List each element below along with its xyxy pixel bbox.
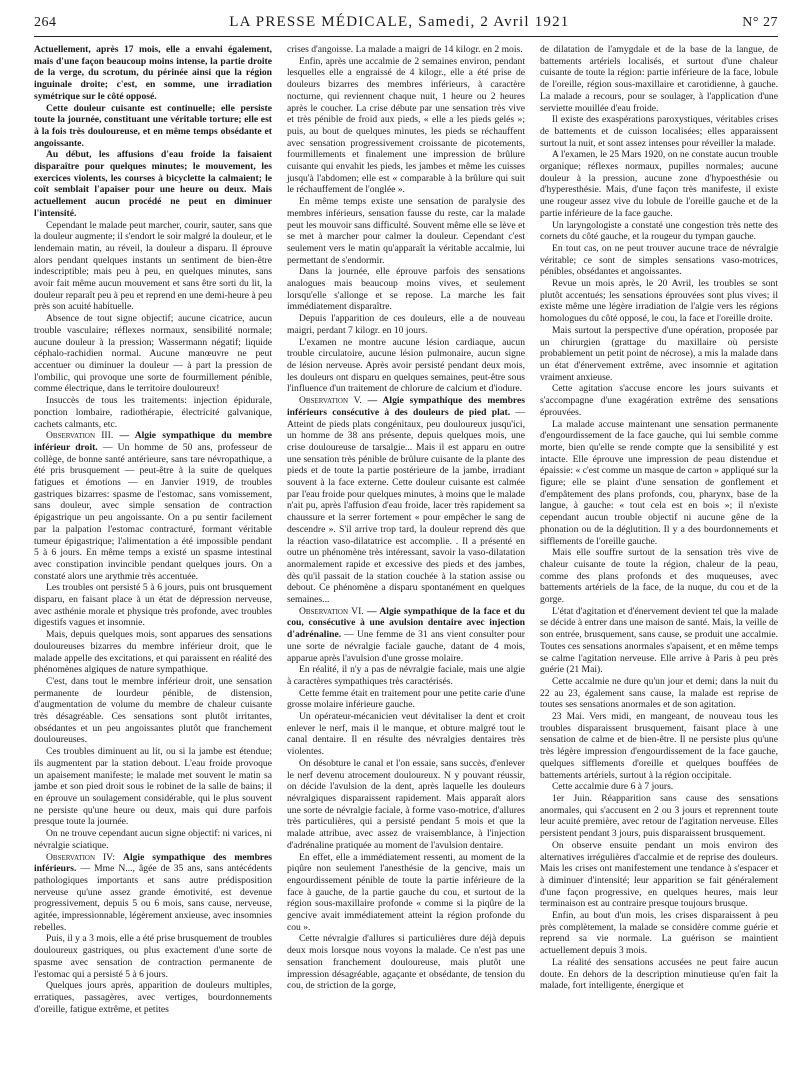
- paragraph-text: Insuccès de tous les traitements: injection épidurale, ponction lombaire, radiothérapie, électricité galvanique, cachets calmants, etc.: [34, 395, 272, 430]
- paragraph-text: L'état d'agitation et d'énervement devient tel que la malade se décide à entrer dans une maison de santé. Mais, la veille de son entrée, brusquement, sans cause, se produit une accalmie. Toutes ces sensations anormales s'apaisent, et en même temps se calme l'agitation nerveuse. Elle arrive à Paris à peu près guérie (21 Mai).: [540, 605, 778, 676]
- paragraph-text: Les troubles ont persisté 5 à 6 jours, puis ont brusquement disparu, en faisant place à un état de dépression nerveuse, avec asthénie morale et physique très profonde, avec troubles digestifs vagues et insomnie.: [34, 582, 272, 629]
- paragraph-text: 1er Juin. Réapparition sans cause des sensations anormales, qui s'accusent en 2 ou 3 jours et reprennent toute leur acuité première, avec retour de l'agitation nerveuse. Elles persistent pendant 3 jours, puis disparaissent brusquement.: [540, 793, 778, 840]
- paragraph: [540, 220, 778, 243]
- paragraph-text: Au début, les affusions d'eau froide la faisaient disparaître pour quelques minutes; le mouvement, les exercices violents, les courses à bicyclette la calmaient; le coït semblait l'apaiser pour une heure ou deux. Mais actuellement aucun procédé ne peut en diminuer l'intensité.: [34, 149, 272, 219]
- paragraph-text: Dans la journée, elle éprouve parfois des sensations analogues mais beaucoup moins vives, et seulement lorsqu'elle s'allonge et se repose. La marche les fait immédiatement disparaître.: [287, 266, 525, 313]
- paragraph-text: 23 Mai. Vers midi, en mangeant, de nouveau tous les troubles disparaissent brusquement, faisant place à une sensation de calme et de bien-être. Il ne persiste plus qu'une très légère impression d'engourdissement de la face gauche, quelques sifflements d'oreille et quelques bouffées de battements artériels, surtout à la région occipitale.: [540, 711, 778, 781]
- paragraph: [287, 395, 525, 606]
- observation-heading: Algie sympathique des membres inférieurs.: [34, 851, 272, 875]
- observation-label: Observation III.: [46, 430, 114, 442]
- paragraph-text: La malade accuse maintenant une sensation permanente d'engourdissement de la face gauche, qui lui semble comme morte, bien qu'elle se rende compte que la sensibilité y est intacte. Elle éprouve une impression de peau distendue et épaissie: « c'est comme un masque de carton » appliqué sur la figure; elle se plaint d'une sensation de gonflement et d'empâtement des plans profonds, cou, pharynx, base de la langue, à gauche: « tout cela est en bois »; il n'existe cependant aucun trouble objectif ni aucune gêne de la phonation ou de la déglutition. Il y a des bourdonnements et sifflements de l'oreille gauche.: [540, 418, 778, 547]
- column-3: [540, 44, 778, 992]
- paragraph: [540, 325, 778, 384]
- paragraph-text: En effet, elle a immédiatement ressenti, au moment de la piqûre non seulement l'anesthésie de la gencive, mais un engourdissement pénible de toute la partie inférieure de la face à gauche, de la partie gauche du cou, et surtout de la région sous-maxillaire profonde « comme si la piqûre de la gencive avait immédiatement atteint la région profonde du cou ».: [287, 851, 525, 933]
- paragraph: [540, 149, 778, 219]
- paragraph-text: Un laryngologiste a constaté une congestion très nette des cornets du côté gauche, et la rougeur du tympan gauche.: [540, 219, 778, 243]
- header-rule: [34, 36, 778, 37]
- paragraph: [287, 688, 525, 711]
- paragraph: [287, 664, 525, 687]
- paragraph: [287, 196, 525, 266]
- column-2: [287, 44, 525, 992]
- paragraph: [540, 44, 778, 114]
- paragraph-text: crises d'angoisse. La malade a maigri de 14 kilogr. en 2 mois.: [287, 44, 523, 55]
- paragraph-text: Enfin, après une accalmie de 2 semaines environ, pendant lesquelles elle a engraissé de 4 kilogr., elle a été prise de douleurs bizarres des membres inférieurs, à caractère nocturne, qui reviennent chaque nuit, 1 heure ou 2 heures après le coucher. La crise débute par une sensation très vive et très pénible de froid aux pieds, « elle a les pieds gelés »; puis, au bout de quelques minutes, les pieds se réchauffent avec sensation progressivement croissante de picotements, fourmillements et finalement une impression de brûlure cuisante qui envahit les pieds, les jambes et même les cuisses jusqu'à l'abdomen; elle est « comparable à la brûlure qui suit le réchauffement de l'onglée ».: [287, 55, 525, 196]
- paragraph-text: On observe ensuite pendant un mois environ des alternatives irrégulières d'accalmie et de reprise des douleurs. Mais les crises ont manifestement une tendance à s'espacer et à diminuer d'intensité; leur apparition se fait généralement d'une façon progressive, en quelques heures, mais leur terminaison est au contraire presque toujours brusque.: [540, 839, 778, 910]
- paragraph-text: Revue un mois après, le 20 Avril, les troubles se sont plutôt accentués; les sensations éprouvées sont plus vives; il existe même une légère irradiation de l'algie vers les régions homologues du côté opposé, le cou, la face et l'oreille droite.: [540, 278, 778, 325]
- paragraph-text: Mais elle souffre surtout de la sensation très vive de chaleur cuisante de toute la région, chaleur de la peau, comme des plans profonds et des muqueuses, avec battements artériels de la face, de la nuque, du cou et de la gorge.: [540, 547, 778, 606]
- paragraph-text: Quelques jours après, apparition de douleurs multiples, erratiques, passagères, avec vertiges, bourdonnements d'oreille, fatigue extrême, et petites: [34, 980, 272, 1015]
- paragraph-text: Cette femme était en traitement pour une petite carie d'une grosse molaire inférieure gauche.: [287, 687, 525, 711]
- paragraph-text: — Un homme de 50 ans, professeur de collège, de bonne santé antérieure, sans tare névropathique, a été pris brusquement — peut-être à la suite de quelques fatigues et émotions — en Janvier 1919, de troubles gastriques bizarres: spasme de l'estomac, sans vomissement, sans douleur, avec simple sensation de contraction épigastrique un peu angoissante. On a pu sentir facilement par la palpation l'estomac contracturé, formant véritable tumeur épigastrique; l'alimentation a été impossible pendant 5 à 6 jours. En même temps a existé un spasme intestinal avec constipation invincible pendant quelques jours. On a constaté alors une arythmie très accentuée.: [34, 441, 272, 582]
- paragraph-text: Enfin, au bout d'un mois, les crises disparaissent à peu près complètement, la malade se considère comme guérie et reprend sa vie normale. La guérison se maintient actuellement depuis 3 mois.: [540, 910, 778, 957]
- paragraph: [287, 44, 525, 56]
- observation-heading: — Algie sympathique du membre inférieur droit.: [34, 430, 273, 453]
- page-number: 264: [34, 15, 57, 30]
- observation-heading: — Algie sympathique des membres inférieurs consécutive à des douleurs de pied plat.: [287, 395, 526, 418]
- paragraph: [540, 383, 778, 418]
- paragraph: [34, 103, 272, 150]
- paragraph-text: La réalité des sensations accusées ne peut faire aucun doute. En dehors de la description minutieuse qu'en fait la malade, fort intelligente, énergique et: [540, 956, 778, 992]
- paragraph-text: Cependant le malade peut marcher, courir, sauter, sans que la douleur augmente; il s'endort le soir malgré la douleur, et le lendemain matin, au réveil, la douleur a disparu. Il éprouve alors pendant quelques instants un sentiment de bien-être indescriptible; mais peu à peu, en quelques minutes, sans avoir fait même aucun mouvement et sans être sorti du lit, la douleur reparaît peu à peu et reprend en une demi-heure à peu près son acuité habituelle.: [34, 219, 272, 313]
- paragraph: [540, 547, 778, 606]
- observation-label: Observation V.: [299, 395, 362, 407]
- paragraph: [287, 56, 525, 196]
- paragraph: [34, 676, 272, 746]
- paragraph: [287, 337, 525, 396]
- paragraph: [34, 220, 272, 314]
- paragraph: [287, 313, 525, 336]
- paragraph: [540, 840, 778, 910]
- paragraph-text: En tout cas, on ne peut trouver aucune trace de névralgie véritable; ce sont de simples sensations vaso-motrices, pénibles, obsédantes et angoissantes.: [540, 242, 778, 278]
- paragraph-text: de dilatation de l'amygdale et de la base de la langue, de battements artériels localisés, et surtout d'une chaleur cuisante de toute la région: partie inférieure de la face, lobule de l'oreille, région sous-maxillaire et carotidienne, à gauche. La malade a recours, pour se soulager, à l'application d'une serviette mouillée d'eau froide.: [540, 44, 778, 114]
- paragraph-text: A l'examen, le 25 Mars 1920, on ne constate aucun trouble organique; réflexes normaux, pupilles normales; aucune douleur à la pression, aucune zone d'hypoesthésie ou d'hyperesthésie. Mais, d'une façon très manifeste, il existe une rougeur assez vive du lobule de l'oreille gauche et de la partie inférieure de la face gauche.: [540, 149, 778, 219]
- column-1: [34, 44, 272, 1015]
- paragraph-text: — Mme N..., âgée de 35 ans, sans antécédents pathologiques importants et sans autre prédisposition nerveuse qu'une assez grande émotivité, est devenue progressivement, depuis 5 ou 6 mois, sans cause, nerveuse, agitée, impressionnable, légèrement anxieuse, avec insomnies rebelles.: [34, 863, 273, 933]
- paragraph: [540, 114, 778, 149]
- paragraph-text: Depuis l'apparition de ces douleurs, elle a de nouveau maigri, perdant 7 kilogr. en 10 jours.: [287, 313, 525, 336]
- paragraph: [287, 933, 525, 992]
- paragraph: [34, 149, 272, 219]
- observation-label: Observation IV:: [46, 851, 116, 863]
- paragraph-text: On désobture le canal et l'on essaie, sans succès, d'enlever le nerf devenu atrocement douloureux. N y pouvant réussir, on décide l'avulsion de la dent, après laquelle les douleurs névralgiques disparaissent rapidement. Mais apparaît alors une sorte de névralgie faciale, à forme vaso-motrice, d'allures très particulières, qui a persisté pendant 5 mois et que la malade attribue, avec assez de vraisemblance, à l'injection d'adrénaline pratiquée au moment de l'avulsion dentaire.: [287, 757, 525, 851]
- paragraph-text: Un opérateur-mécanicien veut dévitaliser la dent et croit enlever le nerf, mais il le manque, et obture malgré tout le canal dentaire. Il en résulte des névralgies dentaires très violentes.: [287, 711, 525, 758]
- observation-heading: — Algie sympathique de la face et du cou, consécutive à une avulsion dentaire avec injection d'adrénaline.: [287, 605, 525, 641]
- paragraph-text: Puis, il y a 3 mois, elle a été prise brusquement de troubles douloureux gastriques, ou plus exactement d'une sorte de spasme avec sensation de contraction permanente de l'estomac qui a persisté 5 à 6 jours.: [34, 933, 272, 980]
- paragraph-text: Mais surtout la perspective d'une opération, proposée par un chirurgien (grattage du maxillaire où persiste probablement un petit point de nécrose), a mis la malade dans un état d'énervement extrême, avec insomnie et agitation vraiment anxieuse.: [540, 324, 778, 383]
- paragraph: [34, 44, 272, 103]
- paragraph: [540, 419, 778, 548]
- paragraph-text: Cette agitation s'accuse encore les jours suivants et s'accompagne d'une exagération extrême des sensations éprouvées.: [540, 383, 778, 418]
- paragraph-text: On ne trouve cependant aucun signe objectif: ni varices, ni névralgie sciatique.: [34, 828, 272, 851]
- paragraph-text: Cette douleur cuisante est continuelle; elle persiste toute la journée, constituant une véritable torture; elle est à la fois très douloureuse, et en même temps obsédante et angoissante.: [34, 102, 272, 149]
- paragraph: [540, 278, 778, 325]
- paragraph: [34, 582, 272, 629]
- paragraph: [540, 711, 778, 781]
- paragraph-text: Cette accalmie dure 6 à 7 jours.: [552, 781, 674, 793]
- paragraph: [34, 629, 272, 676]
- paragraph: [540, 243, 778, 278]
- paragraph: [34, 933, 272, 980]
- paragraph-text: — Une femme de 31 ans vient consulter pour une sorte de névralgie faciale gauche, datant de 4 mois, apparue après l'avulsion d'une grosse molaire.: [287, 629, 525, 664]
- paragraph: [540, 910, 778, 957]
- paragraph-text: C'est, dans tout le membre inférieur droit, une sensation permanente de lourdeur pénible, de distension, d'augmentation de volume du membre de chaleur cuisante très désagréable. Ces sensations sont plutôt irritantes, obsédantes et un peu angoissantes plutôt que franchement douloureuses.: [34, 675, 272, 746]
- paragraph: [34, 980, 272, 1015]
- paragraph: [540, 606, 778, 676]
- paragraph-text: Actuellement, après 17 mois, elle a envahi également, mais d'une façon beaucoup moins intense, la partie droite de la verge, du scrotum, du périnée ainsi que la région inguinale droite; c'est, en somme, une irradiation symétrique sur le côté opposé.: [34, 44, 272, 102]
- paragraph: [287, 606, 525, 665]
- paragraph-text: En même temps existe une sensation de paralysie des membres inférieurs, sensation fausse du reste, car la malade peut les mouvoir sans difficulté. Souvent même elle se lève et se met à marcher pour calmer la douleur. Cependant c'est seulement vers le matin qu'apparaît la véritable accalmie, lui permettant de s'endormir.: [287, 196, 525, 266]
- paragraph-text: Ces troubles diminuent au lit, ou si la jambe est étendue; ils augmentent par la station debout. L'eau froide provoque un apaisement manifeste; le malade met souvent le matin sa jambe et son pied droit sous le robinet de la salle de bains; il en éprouve un soulagement considérable, qui le plus souvent ne persiste qu'une heure ou deux, mais qui dure parfois presque toute la journée.: [34, 746, 272, 828]
- paragraph: [287, 852, 525, 934]
- paragraph: [287, 758, 525, 852]
- paragraph: [287, 266, 525, 313]
- observation-label: Observation VI.: [299, 605, 364, 617]
- paragraph-text: — Atteint de pieds plats congénitaux, peu douloureux jusqu'ici, un homme de 38 ans présente, depuis quelques mois, une crise douloureuse de tarsalgie... Mais il est apparu en outre une sensation très pénible de brûlure cuisante de la plante des pieds et de toute la partie postérieure de la jambe, irradiant souvent à la face externe. Cette douleur cuisante est calmée par l'eau froide pour quelques minutes, à moins que le malade n'ait pu, après l'affusion d'eau froide, lacer très rapidement sa chaussure et la serrer fortement « pour empêcher le sang de descendre ». S'il arrive trop tard, la douleur reprend dès que la réaction vaso-dilatatrice est accomplie. . Il a présenté en outre un phénomène très intéressant, savoir la vaso-dilatation anormalement rapide et excessive des pieds et des jambes, dès qu'il passait de la station couchée à la station assise ou debout. Ce phénomène a disparu spontanément en quelques semaines...: [287, 406, 525, 606]
- paragraph: [540, 957, 778, 992]
- paragraph: [34, 430, 272, 582]
- paragraph: [287, 711, 525, 758]
- paragraph: [34, 313, 272, 395]
- paragraph-text: L'examen ne montre aucune lésion cardiaque, aucun trouble circulatoire, aucune lésion pulmonaire, aucun signe de lésion nerveuse. Après avoir persisté pendant deux mois, les douleurs ont disparu en quelques semaines, peut-être sous l'influence d'un traitement de chlorure de calcium et d'iodure.: [287, 336, 525, 395]
- paragraph-text: Absence de tout signe objectif; aucune cicatrice, aucun trouble vasculaire; réflexes normaux, sensibilité normale; aucune douleur à la pression; Wassermann négatif; liquide céphalo-rachidien normal. Aucune manœuvre ne peut accentuer ou diminuer la douleur — à part la pression de l'ombilic, qui provoque une sorte de fourmillement pénible, comme électrique, dans le territoire douloureux!: [34, 313, 272, 395]
- paragraph-text: Cette névralgie d'allures si particulières dure déjà depuis deux mois lorsque nous voyons la malade. Ce n'est pas une sensation franchement douloureuse, mais plutôt une impression désagréable, agaçante et obsédante, de tension du cou, de striction de la gorge,: [287, 933, 525, 992]
- paragraph: [34, 395, 272, 430]
- page-header: [34, 14, 778, 36]
- paragraph: [540, 781, 778, 793]
- paragraph-text: Cette accalmie ne dure qu'un jour et demi; dans la nuit du 22 au 23, également sans cause, la malade est reprise de toutes ses sensations anormales et de son agitation.: [540, 675, 778, 711]
- paragraph-text: Mais, depuis quelques mois, sont apparues des sensations douloureuses bizarres du membre inférieur droit, que le malade appelle des excitations, et qui paraissent en réalité des phénomènes algiques de nature sympathique.: [34, 629, 272, 676]
- paragraph: [540, 793, 778, 840]
- paragraph: [34, 746, 272, 828]
- journal-title: LA PRESSE MÉDICALE, Samedi, 2 Avril 1921: [229, 14, 570, 30]
- paragraph: [34, 852, 272, 934]
- issue-number: N° 27: [742, 15, 778, 30]
- paragraph-text: Il existe des exaspérations paroxystiques, véritables crises de battements et de cuisson localisées; elles apparaissent surtout la nuit, et sont assez intenses pour réveiller la malade.: [540, 114, 778, 149]
- paragraph: [540, 676, 778, 711]
- paragraph-text: En réalité, il n'y a pas de névralgie faciale, mais une algie à caractères sympathiques très caractérisés.: [287, 664, 525, 687]
- paragraph: [34, 828, 272, 851]
